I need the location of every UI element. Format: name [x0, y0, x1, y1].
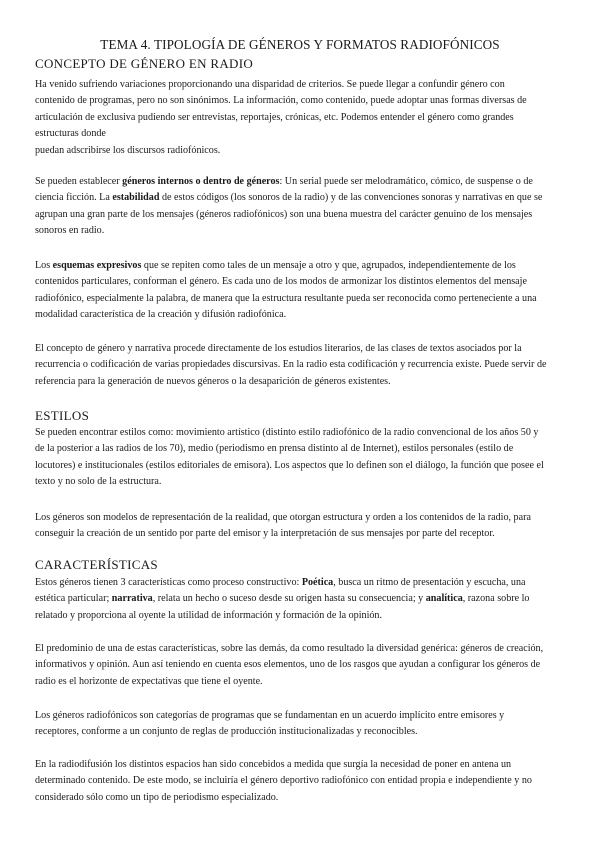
paragraph-concepto-4: El concepto de género y narrativa procede directamente de los estudios literarios, de las clases de textos asociados por la recurrencia o codificación de varias propiedades discursivas. En la radio esta codificación y recurrencia existe. Puede servir de referencia para la generación de nuevos géneros o la desaparición de géneros existentes. — [35, 343, 547, 387]
paragraph-caracteristicas-4: En la radiodifusión los distintos espacios han sido concebidos a medida que surgía la necesidad de poner en antena un determinado contenido. De este modo, se incluiría el género deportivo radiofónico con entidad propia e independiente y no considerado sólo como un tipo de periodismo especializado. — [35, 759, 532, 803]
paragraph-estilos-2: Los géneros son modelos de representación de la realidad, que otorgan estructura y orden a los contenidos de la radio, para conseguir la creación de un sentido por parte del emisor y la interpretación de sus mensajes por parte del receptor. — [35, 512, 531, 540]
section-heading-concepto: CONCEPTO DE GÉNERO EN RADIO — [35, 56, 254, 71]
paragraph-caracteristicas-2: El predominio de una de estas características, sobre las demás, da como resultado la diversidad genérica: géneros de creación, informativos y opinión. Aun así teniendo en cuenta esos elementos, uno de los rasgos que ayudan a configurar los géneros de radio es el horizonte de expectativas que tiene el oyente. — [35, 643, 544, 687]
paragraph-concepto-1: Ha venido sufriendo variaciones proporcionando una disparidad de criterios. Se puede llegar a confundir género con contenido de programas, pero no son sinónimos. La información, como contenido, puede adoptar unas formas diversas de articulación de exclusiva pudiendo ser entrevistas, reportajes, crónicas, etc. Podemos entender el género como grandes estructuras donde puedan adscribirse los discursos radiofónicos. — [35, 79, 527, 156]
paragraph-concepto-2: Se pueden establecer géneros internos o dentro de géneros: Un serial puede ser melodramático, cómico, de suspense o de ciencia ficción. La estabilidad de estos códigos (los sonoros de la radio) y de las convenciones sonoras y narrativas en que se agrupan una gran parte de los mensajes (géneros radiofónicos) son una buena muestra del carácter genuino de los mensajes sonoros en radio. — [35, 176, 543, 237]
paragraph-concepto-3: Los esquemas expresivos que se repiten como tales de un mensaje a otro y que, agrupados, independientemente de los contenidos particulares, conforman el género. Es cada uno de los modos de armonizar los distintos elementos del mensaje radiofónico, especialmente la palabra, de manera que la estructura resultante pueda ser reconocida como perteneciente a una modalidad característica de la creación y difusión radiofónica. — [35, 260, 537, 321]
paragraph-caracteristicas-1: Estos géneros tienen 3 características como proceso constructivo: Poética, busca un ritmo de presentación y escucha, una estética particular; narrativa, relata un hecho o suceso desde su origen hasta su consecuencia; y analítica, razona sobre lo relatado y proporciona al oyente la utilidad de información y formación de la opinión. — [35, 577, 530, 621]
section-heading-caracteristicas: CARACTERÍSTICAS — [35, 557, 158, 572]
paragraph-estilos-1: Se pueden encontrar estilos como: movimiento artístico (distinto estilo radiofónico de la radio convencional de los años 50 y de la posterior a las radios de los 70), medio (periodismo en prensa distinto al de Internet), estilos personales (estilo de locutores) e institucionales (estilos editoriales de emisora). Los aspectos que lo definen son el diálogo, la función que posee el texto y no solo de la estructura. — [35, 427, 544, 488]
section-heading-estilos: ESTILOS — [35, 408, 90, 423]
document-title: TEMA 4. TIPOLOGÍA DE GÉNEROS Y FORMATOS RADIOFÓNICOS — [100, 37, 500, 52]
paragraph-caracteristicas-3: Los géneros radiofónicos son categorías de programas que se fundamentan en un acuerdo implícito entre emisores y receptores, conforme a un conjunto de reglas de producción institucionalizadas y reconocibles. — [35, 710, 505, 738]
